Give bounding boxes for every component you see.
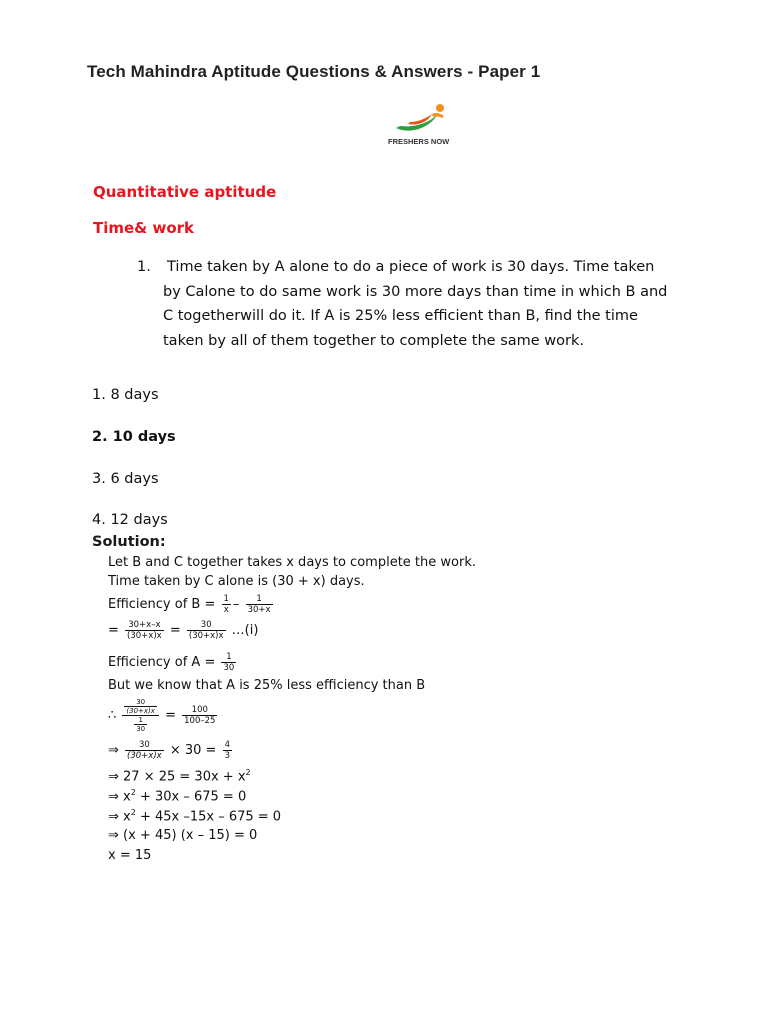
step-line (108, 788, 246, 804)
numerator: 1 (223, 594, 229, 604)
step-line: ⇒ (x + 45) (x – 15) = 0 (108, 828, 258, 843)
option-4: 4. 12 days (92, 512, 168, 528)
operator: = (165, 708, 176, 723)
equation-reference: …(i) (231, 623, 259, 638)
efficiency-b-equation (108, 594, 275, 615)
numerator: 30 (125, 740, 164, 751)
operator: = (108, 623, 119, 638)
question-line: by Calone to do same work is 30 more days than time in which B and (163, 283, 668, 300)
step-text: + 30x – 675 = 0 (135, 789, 247, 805)
numerator: 30 (124, 698, 157, 707)
exponent: 2 (130, 788, 136, 797)
section-heading: Quantitative aptitude (93, 183, 277, 201)
solution-line: But we know that A is 25% less efficiency than B (108, 678, 426, 693)
fraction (124, 698, 157, 715)
exponent: 2 (130, 808, 136, 817)
denominator: 30+x (247, 605, 271, 615)
numerator: 4 (224, 740, 230, 750)
therefore-symbol: ∴ (108, 708, 117, 723)
logo-swoosh-icon (388, 100, 468, 140)
step-text: ⇒ x (108, 809, 131, 825)
question-number: 1. (137, 259, 151, 275)
question-text (163, 255, 703, 353)
denominator: 3 (224, 751, 230, 761)
question-line: C togetherwill do it. If A is 25% less efficient than B, find the time (163, 308, 638, 324)
denominator: (30+x)x (188, 631, 224, 641)
option-1: 1. 8 days (92, 387, 159, 403)
fraction (246, 594, 273, 615)
step-text: + 45x –15x – 675 = 0 (135, 809, 282, 825)
option-3: 3. 6 days (92, 471, 159, 487)
solution-line: Let B and C together takes x days to complete the work. (108, 555, 476, 570)
fraction (182, 705, 217, 726)
denominator: 30 (136, 725, 146, 733)
operator: × 30 = (169, 743, 217, 758)
step-text: ⇒ 27 × 25 = 30x + x (108, 769, 246, 785)
result-line: x = 15 (108, 848, 152, 863)
equation-label: Efficiency of A = (108, 655, 216, 670)
solution-line: Time taken by C alone is (30 + x) days. (108, 574, 365, 589)
fraction (134, 716, 147, 733)
efficiency-a-equation (108, 652, 238, 673)
numerator (122, 698, 159, 716)
page-title: Tech Mahindra Aptitude Questions & Answers - Paper 1 (87, 62, 541, 81)
denominator: x (223, 605, 229, 615)
equation-i (108, 620, 258, 641)
fraction (125, 740, 164, 761)
denominator: 30 (223, 663, 235, 673)
numerator: 100 (182, 705, 217, 716)
fraction (222, 594, 231, 615)
step-text: ⇒ x (108, 789, 131, 805)
fraction (221, 652, 236, 673)
freshers-now-logo (388, 100, 468, 150)
step-line (108, 808, 281, 824)
operator: = (169, 623, 181, 638)
implies-symbol: ⇒ (108, 743, 119, 758)
numerator: 1 (246, 594, 273, 605)
numerator: 1 (134, 716, 147, 725)
denominator: 100–25 (184, 716, 216, 726)
implies-equation (108, 740, 234, 761)
fraction (187, 620, 226, 641)
solution-heading: Solution: (92, 534, 166, 550)
question-line: Time taken by A alone to do a piece of work is 30 days. Time taken (167, 259, 655, 275)
exponent: 2 (245, 768, 251, 777)
denominator (122, 716, 159, 733)
denominator: (30+x)x (127, 751, 162, 761)
fraction (223, 740, 232, 761)
operator: – (232, 597, 240, 612)
option-2-correct: 2. 10 days (92, 429, 176, 445)
denominator: (30+x)x (126, 707, 155, 715)
denominator: (30+x)x (127, 631, 162, 641)
equation-label: Efficiency of B = (108, 597, 216, 612)
numerator: 30 (187, 620, 226, 631)
step-line (108, 768, 251, 784)
compound-fraction (122, 698, 159, 733)
question-line: taken by all of them together to complete the same work. (163, 332, 584, 349)
ratio-equation (108, 698, 219, 733)
logo-text: FRESHERS NOW (388, 137, 450, 146)
numerator: 30+x–x (125, 620, 164, 631)
numerator: 1 (221, 652, 236, 663)
topic-heading: Time& work (93, 219, 195, 237)
fraction (125, 620, 164, 641)
